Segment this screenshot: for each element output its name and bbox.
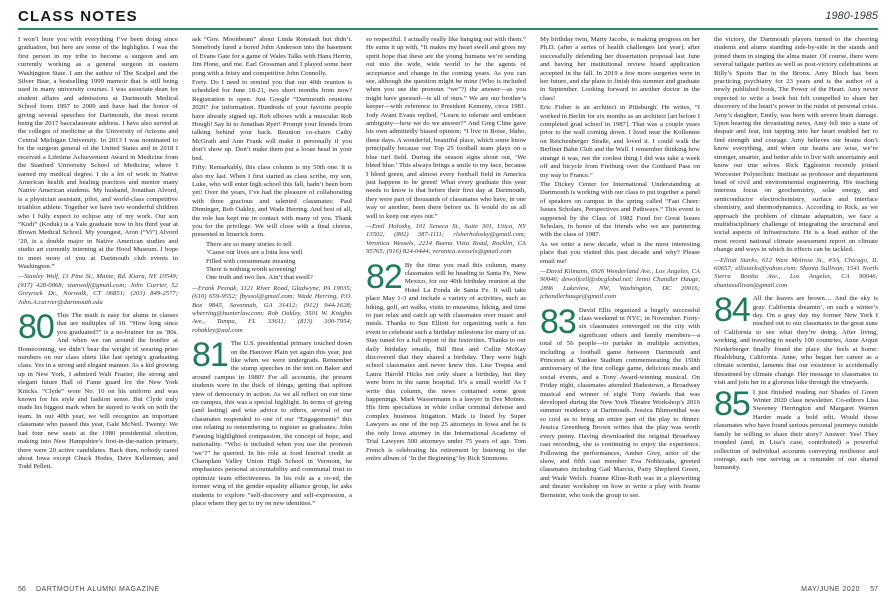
year-range: 1980-1985 — [825, 10, 878, 22]
class-year-numeral: 84 — [714, 291, 750, 330]
class-note — [540, 302, 700, 500]
column-3 — [366, 36, 526, 584]
class-year-numeral: 80 — [18, 308, 54, 346]
class-year-numeral: 85 — [714, 384, 750, 423]
poem-line: There is nothing worth screening! — [206, 265, 297, 273]
paragraph: so respectful. I actually really like hanging out with them.” He sums it up with, “It makes my heart swell and gives my spirit hope that these are the young humans we’re sending out into the wide, wide world to be the agents of acceptance and change in the coming years. As you can see, although the question might be mine (Who is included when you use the pronoun “we”?) the answer—as you might have guessed—is all of ours.” We are our brother’s keeper—with reference to President Kemeny, circa 1981. Jody Avant Evans replied, “Learn to tolerate and embrace ambiguity—how we do we answer?” And Greg Cline gave his own admittedly biased opinion: “I live in Boise, Idaho, these days. A wonderful, beautiful place, which some know principally because our Top 25 football team plays on a blue turf field. During the season signs shout out, ‘We bleed blue.’ This always brings a smile to my face, because I bleed green, and almost every football field in America just happens to be green! What every graduate this year needs to know is that before their first day at Dartmouth, they were part of thousands of classmates who have, in one way or another, been there before us. It would do us all well to keep our eyes out.” — [366, 36, 526, 220]
poem-line: Filled with consummate meaning — [206, 257, 296, 265]
page-footer — [18, 586, 878, 596]
class-note-text: This The math is easy for alums in classes that are multiples of 10. “How long since you graduated?” is a no-brainer for us ’80s. And when we ran around the bonfire at Homecoming, we didn’t bear the weight of wearing prize numbers on our class shirts like last spring’s graduating class. Yes in a strong and elegant manner. As a kid growing up in New York, I admired Walt Frazier, the strong and elegant future Hall of Fame guard for the New York Knicks. “Clyde” wore No. 10 on his uniform and was known for his style and fashion sense. But Clyde truly made his biggest mark when he stayed to work on with the team. In our 40th year, we will recognize an important classmate who passed this year, Gale McNeil. Twenty: We had four new seats at the 1980 presidential election, making into New Hampshire’s first-in-the-nation primary, there were 20 active candidates. Back then, nobody cared about Iowa except Chuck Hodes, Dave Kellerman, and Todd Pellett. — [18, 312, 178, 471]
class-note-text: All the leaves are brown… And the sky is gray. California dreamin’, on such a winter’s day. On a gray day my former New York I reached out to our classmates in the great state of California to see what they’re doing. After living, working, and traveling in nearly 100 countries, Anne Arquit Niederberger finally found the place she feels at home: Healdsburg, California. Anne, who began her career as a climate scientist, laments that our existence is accidentally threatened by climate change. Her message to classmates to visit and join her in a glorious hike through the vineyards. — [714, 295, 878, 387]
paragraph: the victory, the Dartmouth players turned to the cheering students and alums standing side-by-side in the stands and joined them in singing the alma mater. Of course, there were several tailgate parties as well as post-victory celebrations at Billy’s Sports Bar in the Bronx. Amy Bloch has been practicing psychiatry for 23 years and is the author of a newly published book, The Power of the Heart. Amy never expected to write a book but felt compelled to share her discovery of the heart’s power in the midst of personal crisis. Amy’s daughter, Emily, was born with severe brain damage. Upon hearing the devastating news, Amy fell into a state of despair and fear, but tapping into her heart enabled her to find strength and courage. Amy believes our brains don’t know everything, and when our hearts are wise, we’re stronger, smarter, and better able to live with uncertainty and know our true selves. Rick Eggleston recently joined Worcester Polytechnic Institute as professor and department head of civil and environmental engineering. His teaching interests focus on geochemistry, solar energy, and semiconductor electrochemistry, surface and interface chemistry, and thermodynamics. According to Rick, as we approach the problem of climate adaptation, we face a multidisciplinary challenge of integrating the structural and social aspects of infrastructure. He is a lead author of the most recent national climate assessment report on climate change and ways in which its effects can be tackled. — [714, 36, 878, 254]
section-title: CLASS NOTES — [18, 8, 138, 25]
paragraph: Forty. Do I need to remind you that our 40th reunion is scheduled for June 18-21, two short months from now? Registration is open. Just Google “Dartmouth reunions 2020” for information. Hundreds of your favorite people have already signed up. Rob elbows with a muscular Rob Hough! Say hi to Jonathan Ryer! Prompt your friends from talking behind your back. Reunion co-chairs Cathy McGrath and Ann Frank will make it personally if you don’t show up. Don’t make them put a loose head in your bed. — [192, 79, 352, 162]
poem-line: ’Cause our lives are a lotta less well — [206, 249, 303, 257]
column-1 — [18, 36, 178, 584]
class-contact: —David Kilmann, 6926 Wonderland Ave., Los Angeles, CA 90046; dewolfcell@sbcglobal.net; Jenni Chandler Hauge, 2896 Lakeview, NW, Washington, DC 20016; jchandlerhauge@gmail.com — [540, 267, 700, 301]
paragraph: I won’t bore you with everything I’ve been doing since graduation, but here are some of the highlights. I was the first person in my tribe to become a surgeon and am currently working as a general surgeon in eastern Washington State. I am the author of The Scalpel and the Silver Bear, a bestselling 1999 memoir that is still being used in many university courses. I was associate dean for student affairs and admissions at Dartmouth Medical School from 1997 to 2009 and have had the honor of giving several speeches for Dartmouth, the most recent being the 2017 baccalaureate address. I have also served at the colleges of medicine at the University of Arizona and Central Michigan University. In 2013 I was nominated to be the surgeon general of the United States and in 2018 I received a Lifetime Achievement Award in Medicine from the Stanford University School of Medicine, where I earned my medical degree. I do a lot of work in Native American health and healing practices and mentor many Native American students. My husband, Jonathan Alvord, is a physician assistant, pilot, and world-class competitive triathlon athlete. Together we have two wonderful children who I fully expect to eclipse any of my work. Our son “Kodi” (Koduk) is a Yale graduate now in his third year at Brown Medical School. My youngest, Aron (“Vi”) Alvord ’20, is a double major in Native American studies and studio art currently interning at the Hood Museum. I hope to meet more of you at Dartmouth club events in Washington.” — [18, 36, 178, 270]
class-year-numeral: 83 — [540, 302, 576, 341]
paragraph: My birthday twin, Marty Jacobs, is making progress on her Ph.D. (after a series of health challenges last year), after successfully defending her dissertation proposal last June and having her institutional review board application accepted in the fall. In 2019 a few more surgeries were in her future, and she plans to finish this summer and graduate in September. Looking forward to another doctor in the class! — [540, 36, 700, 102]
issue-date: MAY/JUNE 2020 — [801, 586, 860, 593]
masthead — [18, 8, 878, 26]
class-note — [714, 384, 878, 473]
class-contact: —Emil Holosky, 101 Seneca St., Suite 301, Utica, NY 13502; (802) 387-1111; rlsherholosky@gmail.com; Veronica Wessels, 2214 Buena Vista Road, Rocklin, CA 95765; (916) 824-0444; veronica.wessels@gmail.com — [366, 222, 526, 256]
page-number-right: 57 — [870, 586, 878, 593]
class-contact: —Stanley Wolf, 13 Pine St., Maine, Rd. Kiara, NY 10549; (917) 428-0068; stanwolf@gmail.com; John Currier, 52 Greyrock Dr., Norwalk, CT 06851; (203) 849-2577; John.A.currier@dartmouth.edu — [18, 273, 178, 306]
column-4 — [540, 36, 700, 584]
paragraph: As we enter a new decade, what is the most interesting place that you visited this past decade and why? Please email me! — [540, 240, 700, 265]
class-note — [18, 308, 178, 472]
class-contact: —Frank Pesnak, 1121 River Road, Gladwyne, PA 19035; (610) 659-9552; fbyssol@gmail.com; Wade Herring, P.O. Box 9845, Savannah, GA 31412; (912) 944-1628; wherring@hunterlaw.com; Rob Oakley, 3501 W. Knights Ave., Tampa, FL 33611; (813) 300-7954; robakley@aol.com — [192, 284, 352, 334]
paragraph: Eric Fisher is an architect in Pittsburgh. He writes, “I worked in Berlin for six months as an architect [art before I completed grad school in 1987]. That was a couple years prior to the wall coming down. I lived near the Kollonnie on Reichenberger Straße, and loved it. I could walk the Berliner Bahn Club and the Wall. I remember thinking how strange it was, not the coolest thing I did was take a week off and bicycle from Freiburg over the Gotthard Pass on my way to France.” — [540, 104, 700, 179]
paragraph: The Dickey Center for International Understanding at Dartmouth is working with our class to put together a panel of speakers on campus in the spring called “Fast Cheer: Issues Scholars, Perspectives and Pathways.” This event is supported by the Class of 1982 Fund for Great Issues Scholars, in honor of the friends who we are partnering with the class of 1987. — [540, 180, 700, 239]
class-note — [192, 336, 352, 508]
magazine-name: DARTMOUTH ALUMNI MAGAZINE — [36, 586, 160, 593]
poem-line: One truth and two lies. Ain’t that swell? — [206, 274, 313, 282]
class-note — [366, 257, 526, 464]
class-note-text: By the time you read this column, many classmates will be heading to Santa Fe, New Mexico, for our 40th birthday reunion at the Hotel La Fonda de Santa Fe. It will take place May 1-3 and include a variety of activities, such as hiking, golf, art walks, visits to museums, hiking, and time to just relax and catch up with classmates over music and meals. Thanks to Sue Elliott for organizing such a fun event to celebrate such a birthday milestone for many of us. Stay tuned for a full report of the festivities. Thanks to our daily birthday emails, Bill Best and Cullin McKay discovered that they shared a birthday. They were high school classmates and never knew this. Lise Tropea and Laura Harold Hicks not only share a birthday, but they were born in the same hospital. It’s a small world! As I write this column, the news contained some great happenings. Mark Wassermann is a lawyer in Des Moines. His firm specializes in white collar criminal defense and complex business litigation. Mark is listed by Super Lawyers as one of the top 25 attorneys in Iowa and he is the only Iowa attorney in the International Academy of Trial Lawyers 500 attorneys under 75 years of age. Tom French is celebrating his retirement by listening to the entire album of ‘In the Beginning’ by Rick Simmons. — [366, 261, 526, 462]
class-note — [714, 291, 878, 387]
paragraph: Fifty: Remarkably, this class column is my 50th one. It is also my last. When I first started as class scribe, my son, Luke, who will enter high school this fall, hadn’t been born yet! Over the years, I’ve had the pleasure of collaborating with three gracious and talented classmates: Paul Dinninger, Bob Oakley, and Wade Herring. And best of all, the role has kept me in contact with many of you. Thank you for the privilege. We will close with a final chorus, presented in limerick form. — [192, 164, 352, 239]
page-number-left: 56 — [18, 586, 26, 593]
class-year-numeral: 82 — [366, 257, 402, 296]
paragraph: ask “Gov. Moonbeam” about Linda Ronstadt but didn’t. Somebody lured a bored John Anderson into the basement of Evans Gate for a game of Wales Talks with Hans Herrin, Jim Hone, and me. Earl Grossman and I played some beer pong with a feisty and competitive John Connolly. — [192, 36, 352, 77]
class-note-text: The U.S. presidential primary touched down on the Hanover Plain yet again this year, just like when we were undergrads. Remember the stump speeches in the tent on Baker and around campus in 1980? For all accounts, the present students were in the thick of things, getting that upfront view of democracy in action. As we all reflect on our time on campus, this was a special highlight. In terms of giving (and lasting) and wise advice to others, several of our classmates responded to one of our “Engagements” this one relating to remembering to register as graduates: John Fanning highlighted compassion, the concept of hope, and nationality. “Who is included when you use the pronoun ‘we’?” he queried. In his role at food festival credit at Champlain Valley Union High School in Vermont, he emphasizes personal accountability and communal trust to optimize team effectiveness. In his role as a co-ed, the former wing of the gender equality alliance group, he asks students to explore “self-discovery and self-expression, a place where they get to try on new identities.” — [192, 340, 352, 507]
poem-line: There are so many stories to tell — [206, 240, 292, 248]
class-contact: —Elliott Starks, 612 West Melrose St., #3A, Chicago, IL 60657; ellistarks@yahoo.com; Shanta Sullivan, 1541 North Sierra Bonita Ave., Los Angeles, CA 90046; shantasullivan@gmail.com — [714, 256, 878, 289]
class-note-text: I just finished reading our Shades of Green Winter 2020 class newsletter. Co-editors Lisa Sweeney Herrington and Margaret Warren Harder made a bold edit. Would those classmates who have found serious personal journeys outside family be willing to share their story? Answer: Yes! They rounded (and, in Lisa’s case, contributed) a powerful collection of individual accounts conveying resilience and courage, each one serving as a reminder of our shared humanity. — [714, 388, 878, 472]
column-5 — [714, 36, 878, 584]
class-note-text: David Ellis organized a hugely successful class weekend in NYC, in November. Forty-six classmates converged on the city with significant others and family members—a total of 56 people—to partake in multiple activities, including a football game between Dartmouth and Princeton at Yankee Stadium commemorating the 150th anniversary of the first college game, delicious meals and social events, and a Tony Award-winning musical. On Friday night, classmates attended Hadestown, a Broadway musical and winner of eight Tony Awards that was developed during the New York Theatre Workshop’s 2016 summer residency at Dartmouth. Jessica Blumenthal was so cool as to bring an entire part of the play to dinner. Jessica Greenberg Brown writes that the play was worth every penny. Having downloaded the original Broadway cast recording, she is continuing to enjoy the experience. Following the performances, Amber Grey, actor of the show, and fifth cast member Eva Noblezada, greeted classmates including Gail Marcus, Patty Shepherd Green, and Wade Welch. Joanne Kline-Roth was in a playwriting and theater workshop on how to write a play with Jeanie Bernstein, who took the group to see. — [540, 306, 700, 499]
header-rule — [18, 28, 878, 30]
class-year-numeral: 81 — [192, 336, 228, 375]
column-2 — [192, 36, 352, 584]
